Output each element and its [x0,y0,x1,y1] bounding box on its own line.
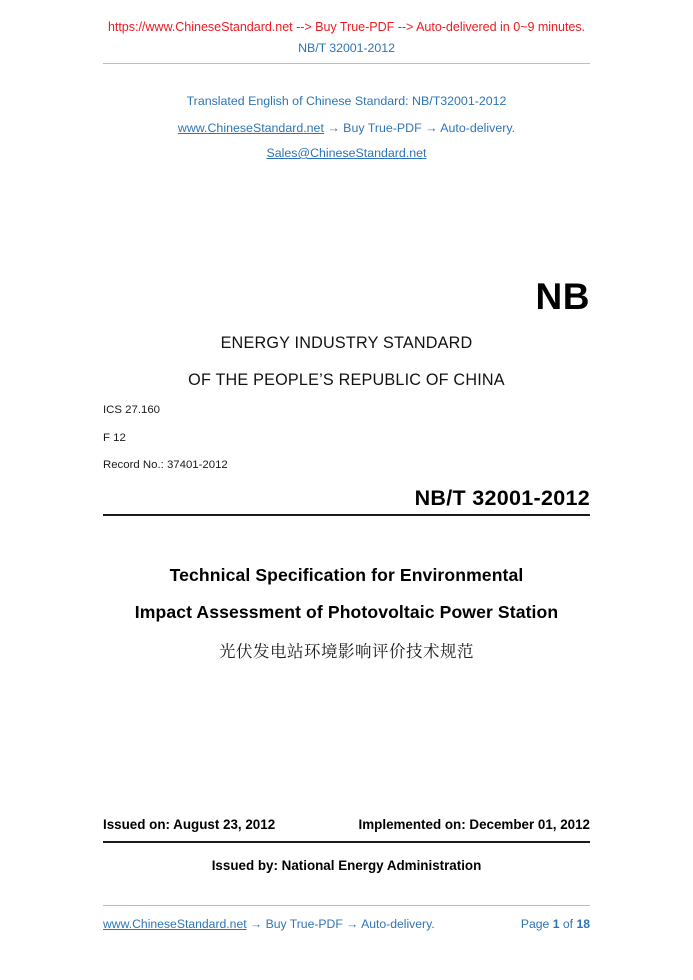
sales-email-line [0,146,693,160]
document-title-chinese: 光伏发电站环境影响评价技术规范 [219,642,474,661]
issuing-authority: Issued by: National Energy Administration [211,858,482,873]
record-number: Record No.: 37401-2012 [103,459,228,471]
issued-on-date: Issued on: August 23, 2012 [103,817,276,832]
header-divider-rule [103,63,590,64]
issuance-dates-row [103,817,590,832]
document-title-line-2: Impact Assessment of Photovoltaic Power Station [134,602,559,622]
sales-email-link[interactable]: Sales@ChineseStandard.net [266,146,427,160]
chinesestandard-link-tail: → Buy True-PDF → Auto-delivery. [323,121,516,135]
standard-number: NB/T 32001-2012 [414,486,590,510]
page-label: Page [520,917,550,931]
page-footer [103,917,590,931]
footer-link-line [103,917,435,931]
ics-code: ICS 27.160 [103,404,160,416]
footer-site-link[interactable]: www.ChineseStandard.net [103,917,247,931]
chinesestandard-link-line [0,121,693,135]
promo-banner-text: https://www.ChineseStandard.net --> Buy True-PDF --> Auto-delivered in 0~9 minutes. [107,20,586,34]
footer-divider-rule [103,905,590,906]
chinesestandard-site-link[interactable]: www.ChineseStandard.net [177,121,324,135]
footer-link-tail: → Buy True-PDF → Auto-delivery. [246,917,435,931]
header-standard-reference: NB/T 32001-2012 [298,41,395,55]
standard-number-divider-rule [103,514,590,516]
page-total: 18 [576,917,590,931]
issuance-divider-rule [103,841,590,843]
document-title-line-1: Technical Specification for Environmental [169,565,524,585]
page-of-label: of [562,917,574,931]
page-number: 1 [552,917,560,931]
republic-of-china-heading: OF THE PEOPLE’S REPUBLIC OF CHINA [188,371,505,389]
page-indicator [521,917,590,931]
classification-code: F 12 [103,432,126,444]
energy-industry-standard-heading: ENERGY INDUSTRY STANDARD [220,334,473,352]
nb-logo-mark: NB [535,276,590,317]
translated-standard-title: Translated English of Chinese Standard: NB/T32001-2012 [186,94,507,108]
implemented-on-date: Implemented on: December 01, 2012 [358,817,590,832]
